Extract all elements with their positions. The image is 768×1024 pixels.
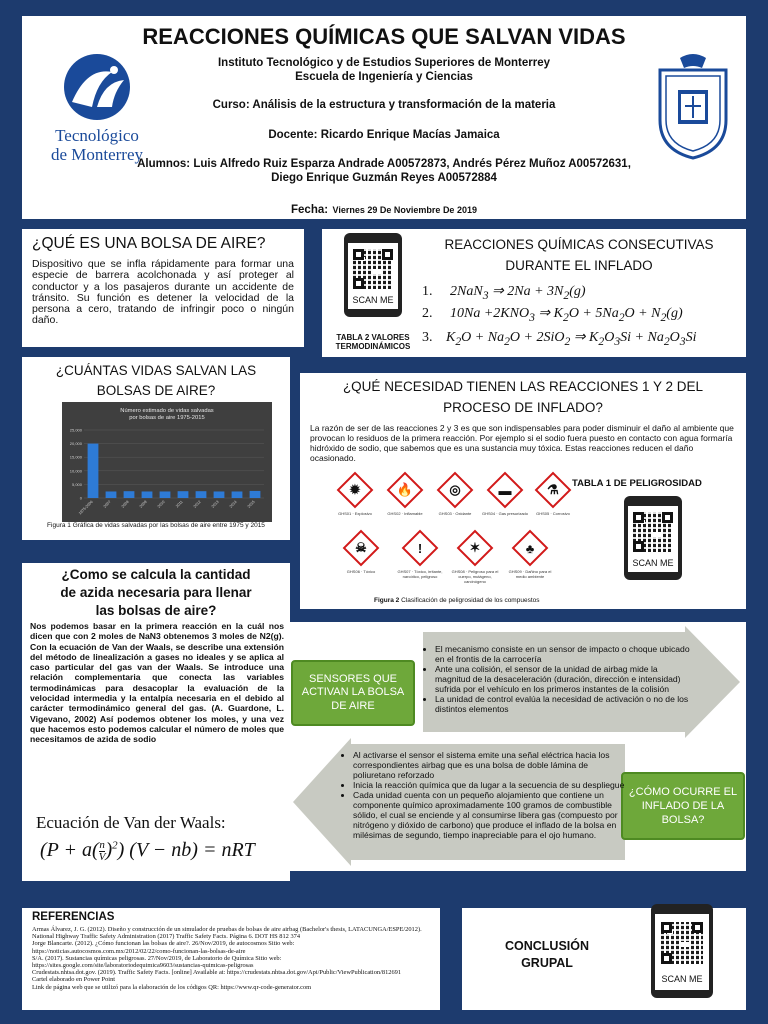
bullet-item: • Al activarse el sensor el sistema emite una señal eléctrica hacia los correspondientes airbag que es una bolsa de doble lámina de poliuretano reforzado — [353, 750, 625, 780]
x-tick-label: 2010 — [156, 499, 166, 509]
lives-title-1: ¿CUÁNTAS VIDAS SALVAN LAS — [55, 363, 257, 378]
equation-3: 3. $K_2O + Na_2O + 2SiO_2$ ⇒ $K_2O_3Si + Na_2O_3Si$ — [422, 330, 697, 348]
qr-code-icon — [661, 922, 703, 964]
qr-phone[interactable] — [624, 496, 682, 580]
y-tick-label: 25,000 — [69, 427, 82, 433]
bullet-item: • Ante una colisión, el sensor de la unidad de airbag mide la magnitud de la desaceleración (duración, dirección e intensidad) sufrida por el vehículo en los primeros instantes de la colisión — [435, 664, 691, 694]
hazard-label: GHS06 · Tóxico — [346, 569, 376, 574]
poster-title: REACCIONES QUÍMICAS QUE SALVAN VIDAS — [142, 24, 626, 49]
date-label: Fecha: — [291, 204, 329, 216]
bar-1975-2006 — [88, 444, 99, 498]
bar-2007 — [106, 491, 117, 498]
corrosive-icon: ⚗ — [536, 473, 570, 507]
y-tick-label: 5,000 — [71, 481, 82, 487]
sensors-label-box — [291, 660, 415, 726]
students-line-1: Alumnos: Luis Alfredo Ruiz Esparza Andrade A00572873, Andrés Pérez Muñoz A00572631, — [137, 158, 631, 170]
bullet-item: • La unidad de control evalúa la necesidad de activación o no de los distintos elementos — [435, 694, 691, 714]
oxidizer-icon: ◎ — [438, 473, 472, 507]
inflation-label-box — [621, 772, 745, 840]
qr-phone[interactable] — [344, 233, 402, 317]
bullet-item: • Cada unidad cuenta con un pequeño alojamiento que contiene un componente químico aproximadamente 100 gramos de combustible sólido, el cual se enciende y al consumirse libera gas (compuesto por nitrógeno y dióxido de carbono) que produce el inflado de la bolsa en milésimas de segundo, tiempo inapreciable para el ojo humano. — [353, 790, 625, 840]
reference-item: Crudestats.nhtsa.dot.gov. (2019). Traffic Safety Facts. [online] Available at: https://crudestats.nhtsa.dot.gov/Api/Public/ViewPublication/812691 — [32, 969, 402, 977]
hazard-label: GHS08 · Peligroso para el cuerpo, mutágeno, carcinógeno — [451, 569, 499, 584]
hazard-label: GHS03 · Oxidante — [438, 511, 472, 516]
hazard-label: GHS02 · Inflamable — [387, 511, 423, 516]
reactions-title-2: DURANTE EL INFLADO — [505, 258, 653, 273]
hazard-label: GHS05 · Corrosivo — [536, 511, 570, 516]
students-line-2: Diego Enrique Guzmán Reyes A00572884 — [271, 172, 497, 184]
reference-item: Armas Álvarez, J. G. (2012). Diseño y construcción de un simulador de pruebas de bolsas de aire airbag (Bachelor's thesis, LATACUNGA/ESPE/2012). — [32, 926, 422, 933]
hazard-caption: Figura 2 Clasificación de peligrosidad de los compuestos — [374, 597, 540, 604]
conclusion-title-1: CONCLUSIÓN — [504, 939, 590, 953]
references-list — [32, 926, 432, 991]
date-line — [22, 200, 746, 218]
vdw-title: Ecuación de Van der Waals: — [36, 813, 226, 832]
lives-panel — [22, 357, 290, 540]
hazard-label: GHS04 · Gas presurizado — [481, 511, 529, 516]
conclusion-panel — [462, 908, 746, 1010]
reference-item: National Highway Traffic Safety Administration (2017) Traffic Safety Facts. Página 6. DOT HS 812 374 — [32, 933, 301, 941]
azide-text: Nos podemos basar en la primera reacción en la cuál nos dicen que con 2 moles de NaN3 obtenemos 3 moles de N2(g). Con la ecuación de Van der Waals, se describe una extensión del método de linealización a gases no ideales y se aplica al caso particular del gas van der Waals. Se introduce una relación complementaria que conecta las variables termodinámicas para desacoplar la evaluación de la velocidad intermedia y la entalpía necesaria en el debido al carácter termodinámico general del gas. (A. Guardone, L. Vigevano, 2002) Así podemos obtener los moles, y una vez que hacemos esto podemos calcular el número de moles que necesitamos de azida de sodio — [30, 621, 284, 745]
sensors-label: SENSORES QUE ACTIVAN LA BOLSA DE AIRE — [301, 672, 405, 712]
airbag-title: ¿QUÉ ES UNA BOLSA DE AIRE? — [32, 235, 266, 252]
scan-me-label: SCAN ME — [632, 558, 674, 568]
references-panel — [22, 908, 440, 1010]
reference-item: Jorge Blancarte. (2012). ¿Cómo funcionan las bolsas de aire?. 26/Nov/2019, de autocosmos Sitio web: https://noticias.autocosmos.com.mx/2012/02/22/como-funcionan-las-bolsas-de-aire — [32, 940, 295, 955]
bar-2011 — [178, 491, 189, 498]
explosive-icon: ✹ — [338, 473, 372, 507]
bar-2014 — [232, 491, 243, 498]
necessity-text: La razón de ser de las reacciones 2 y 3 es que son indispensables para poder disminuir el daño al ambiente que provocan lo residuos de la primera reacción. Por ejemplo si el sodio fuera puesto en contacto con agua formaría hidróxido de sodio, que sabemos que es una sustancia muy tóxica. Estas reacciones reducen el daño ocasionado. — [310, 423, 734, 463]
equation-1: 1. 2NaN$_3$ ⇒ $2Na + 3N_2(g)$ — [422, 284, 586, 302]
hazard-label: GHS07 · Tóxico, irritante, narcótico, peligroso — [397, 569, 443, 579]
table1-label: TABLA 1 DE PELIGROSIDAD — [572, 478, 702, 489]
logo-text-2: de Monterrey — [50, 145, 144, 164]
hazard-label: GHS01 · Explosivo — [338, 511, 372, 516]
bullet-item: • Inicia la reacción química que da lugar a la secuencia de su despliegue — [353, 780, 625, 790]
necessity-title-1: ¿QUÉ NECESIDAD TIENEN LAS REACCIONES 1 Y 2 DEL — [342, 379, 704, 394]
y-tick-label: 0 — [79, 495, 82, 501]
teacher: Docente: Ricardo Enrique Macías Jamaica — [268, 129, 500, 141]
health-hazard-icon: ✶ — [458, 531, 492, 565]
bar-2010 — [160, 491, 171, 498]
lives-bar-chart — [62, 402, 272, 522]
date-value: Viernes 29 De Noviembre De 2019 — [332, 205, 477, 215]
bar-2013 — [214, 491, 225, 498]
lives-title-2: BOLSAS DE AIRE? — [96, 383, 216, 398]
sensors-bullets — [425, 644, 691, 714]
vdw-equation: (P + a( $\frac{n}{V}$ )$^2$) (V − nb) = nRT — [40, 838, 255, 863]
logo-text-1: Tecnológico — [55, 126, 139, 145]
scan-me-label: SCAN ME — [661, 974, 703, 984]
hazard-pictograms — [308, 469, 578, 591]
airbag-text: Dispositivo que se infla rápidamente para formar una especie de barrera acolchonada y así proteger al conductor y a los pasajeros durante un accidente de tránsito. Su función es detener la velocidad de la persona a cero, tratando de infringir poco o ningún daño. — [32, 258, 294, 327]
reactions-title-1: REACCIONES QUÍMICAS CONSECUTIVAS — [444, 237, 714, 252]
table2-label: TABLA 2 VALORES TERMODINÁMICOS — [335, 333, 411, 351]
azide-title-1: ¿Como se calcula la cantidad — [61, 567, 251, 582]
bar-2008 — [124, 491, 135, 498]
bullet-item: • El mecanismo consiste en un sensor de impacto o choque ubicado en el frontis de la carrocería — [435, 644, 691, 664]
azide-panel — [22, 563, 290, 881]
bar-2009 — [142, 491, 153, 498]
x-tick-label: 2011 — [175, 499, 184, 509]
reference-item: S/A. (2017). Sustancias químicas peligrosas. 27/Nov/2019, de Laboratorio de Química Sitio web: https://sites.google.com/site/laboratoriodequimica9603/sustancias-quimicas-peligrosas — [32, 954, 282, 970]
necessity-panel — [300, 373, 746, 609]
chart-title: Número estimado de vidas salvadas por bolsas de aire 1975-2015 — [120, 408, 214, 421]
airbag-definition-panel — [22, 229, 304, 347]
x-tick-label: 2014 — [228, 499, 238, 509]
bar-2012 — [196, 491, 207, 498]
x-tick-label: 2009 — [138, 499, 148, 509]
hazard-label: GHS09 · Dañino para el medio ambiente — [508, 569, 552, 579]
x-tick-label: 1975-2006 — [78, 499, 94, 516]
flow-panel — [285, 622, 746, 871]
y-tick-label: 15,000 — [69, 454, 82, 460]
reference-item: Cartel elaborado en Power Point — [32, 976, 116, 984]
x-tick-label: 2015 — [246, 499, 256, 509]
qr-code-icon — [353, 249, 393, 289]
lives-caption: Figura 1 Gráfica de vidas salvadas por las bolsas de aire entre 1975 y 2015 — [47, 522, 265, 529]
scan-me-label: SCAN ME — [352, 295, 394, 305]
y-tick-label: 10,000 — [69, 468, 82, 474]
x-tick-label: 2012 — [192, 499, 202, 509]
azide-title-3: las bolsas de aire? — [95, 603, 217, 618]
gas-cylinder-icon: ▬ — [488, 473, 522, 507]
reference-item: Link de página web que se utilizó para la elaboración de los códigos QR: https://www.qr-code-generator.com — [32, 983, 312, 991]
environment-icon: ♣ — [513, 531, 547, 565]
azide-title-2: de azida necesaria para llenar — [60, 585, 252, 600]
conclusion-title-2: GRUPAL — [521, 956, 573, 970]
necessity-title-2: PROCESO DE INFLADO? — [443, 400, 603, 415]
reactions-panel — [322, 229, 746, 357]
inflation-bullets — [343, 750, 625, 840]
y-tick-label: 20,000 — [69, 441, 82, 447]
skull-icon: ☠ — [344, 531, 378, 565]
header-panel — [22, 16, 746, 219]
x-tick-label: 2013 — [210, 499, 220, 509]
inflation-label: ¿CÓMO OCURRE EL INFLADO DE LA BOLSA? — [628, 786, 738, 826]
exclamation-icon: ! — [403, 531, 437, 565]
references-title: REFERENCIAS — [32, 911, 115, 923]
qr-phone[interactable] — [651, 904, 713, 998]
qr-code-icon — [633, 512, 673, 552]
x-tick-label: 2007 — [102, 499, 112, 509]
school: Escuela de Ingeniería y Ciencias — [295, 71, 473, 83]
bar-2015 — [250, 491, 261, 498]
flame-icon: 🔥 — [388, 473, 422, 507]
course: Curso: Análisis de la estructura y transformación de la materia — [212, 99, 556, 111]
institution: Instituto Tecnológico y de Estudios Superiores de Monterrey — [217, 57, 551, 69]
x-tick-label: 2008 — [120, 499, 130, 509]
equation-2: 2. $10Na +2KNO_3$ ⇒ $K_2O + 5Na_2O + N_2(g)$ — [422, 306, 683, 324]
